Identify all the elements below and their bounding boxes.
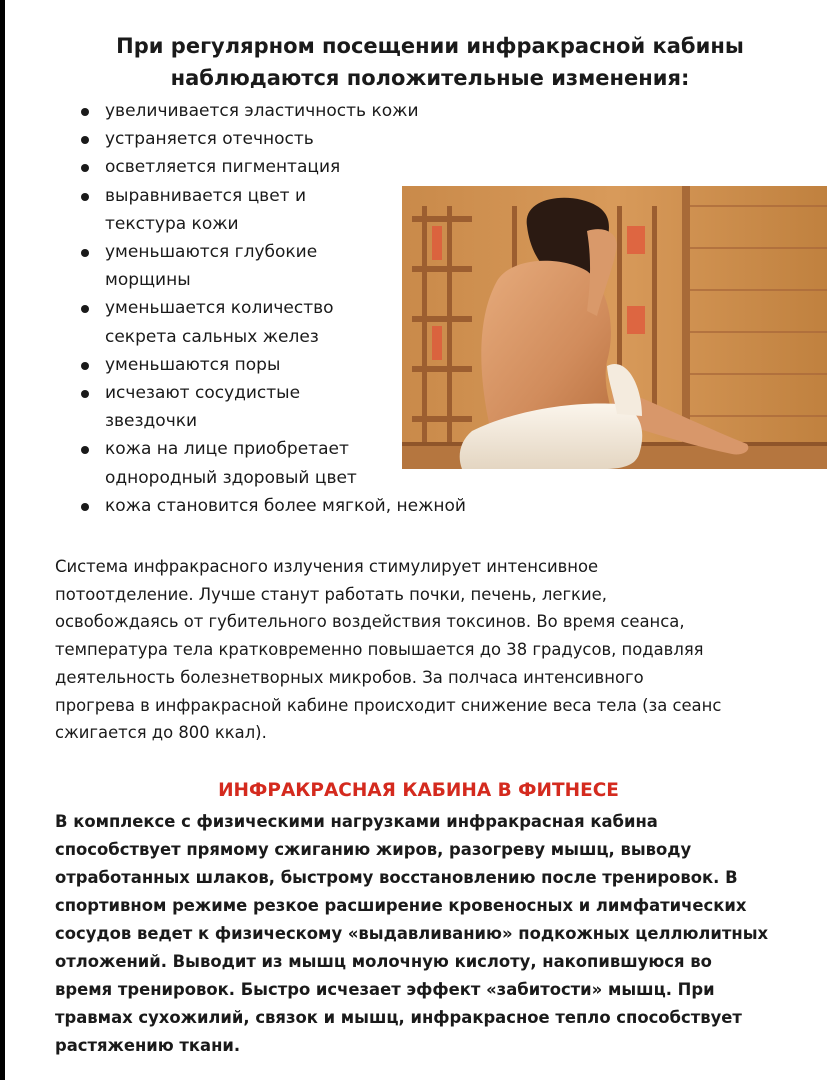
benefit-line: исчезают сосудистые xyxy=(105,383,301,404)
benefit-item xyxy=(78,97,518,125)
paragraph-line: сжигается до 800 ккал). xyxy=(55,723,267,743)
benefit-line: устраняется отечность xyxy=(105,129,314,150)
fitness-line: время тренировок. Быстро исчезает эффект «забитости» мышц. При xyxy=(55,980,715,999)
benefit-line: звездочки xyxy=(105,411,198,432)
infrared-description-paragraph xyxy=(55,553,815,747)
fitness-line: растяжению ткани. xyxy=(55,1036,241,1055)
paragraph-line: деятельность болезнетворных микробов. За полчаса интенсивного xyxy=(55,667,644,687)
title-line-1: При регулярном посещении инфракрасной кабины xyxy=(116,34,744,58)
sauna-photo xyxy=(402,186,827,469)
benefit-line: уменьшается количество xyxy=(105,298,334,319)
benefit-item xyxy=(78,153,518,181)
paragraph-line: Система инфракрасного излучения стимулирует интенсивное xyxy=(55,557,599,576)
page-left-border xyxy=(0,0,5,1080)
fitness-line: травмах сухожилий, связок и мышц, инфракрасное тепло способствует xyxy=(55,1008,742,1027)
benefit-item xyxy=(78,492,518,520)
paragraph-line: прогрева в инфракрасной кабине происходит снижение веса тела (за сеанс xyxy=(55,695,722,715)
benefit-line: уменьшаются поры xyxy=(105,354,281,375)
fitness-paragraph xyxy=(55,808,825,1060)
fitness-line: спортивном режиме резкое расширение кровеносных и лимфатических xyxy=(55,896,747,915)
title-line-2: наблюдаются положительные изменения: xyxy=(170,66,690,90)
paragraph-line: потоотделение. Лучше станут работать почки, печень, легкие, xyxy=(55,584,607,604)
benefit-line: кожа на лице приобретает xyxy=(105,439,349,460)
benefit-line: текстура кожи xyxy=(105,213,239,234)
benefit-line: увеличивается эластичность кожи xyxy=(105,101,419,121)
fitness-line: В комплексе с физическими нагрузками инфракрасная кабина xyxy=(55,812,658,831)
fitness-heading: ИНФРАКРАСНАЯ КАБИНА В ФИТНЕСЕ xyxy=(218,780,619,801)
fitness-line: способствует прямому сжиганию жиров, разогреву мышц, выводу xyxy=(55,840,692,859)
fitness-line: отложений. Выводит из мышц молочную кислоту, накопившуюся во xyxy=(55,952,712,971)
fitness-line: отработанных шлаков, быстрому восстановлению после тренировок. В xyxy=(55,868,738,887)
benefit-line: уменьшаются глубокие xyxy=(105,242,318,263)
benefit-line: выравнивается цвет и xyxy=(105,185,307,206)
benefit-line: секрета сальных желез xyxy=(105,326,319,347)
paragraph-line: освобождаясь от губительного воздействия токсинов. Во время сеанса, xyxy=(55,612,685,632)
page-title xyxy=(60,30,800,94)
fitness-line: сосудов ведет к физическому «выдавливанию» подкожных целлюлитных xyxy=(55,924,769,943)
paragraph-line: температура тела кратковременно повышается до 38 градусов, подавляя xyxy=(55,640,704,660)
benefit-item xyxy=(78,125,518,153)
benefit-line: осветляется пигментация xyxy=(105,157,341,178)
benefit-line: морщины xyxy=(105,270,191,291)
benefit-line: кожа становится более мягкой, нежной xyxy=(105,495,466,516)
benefit-line: однородный здоровый цвет xyxy=(105,467,357,488)
